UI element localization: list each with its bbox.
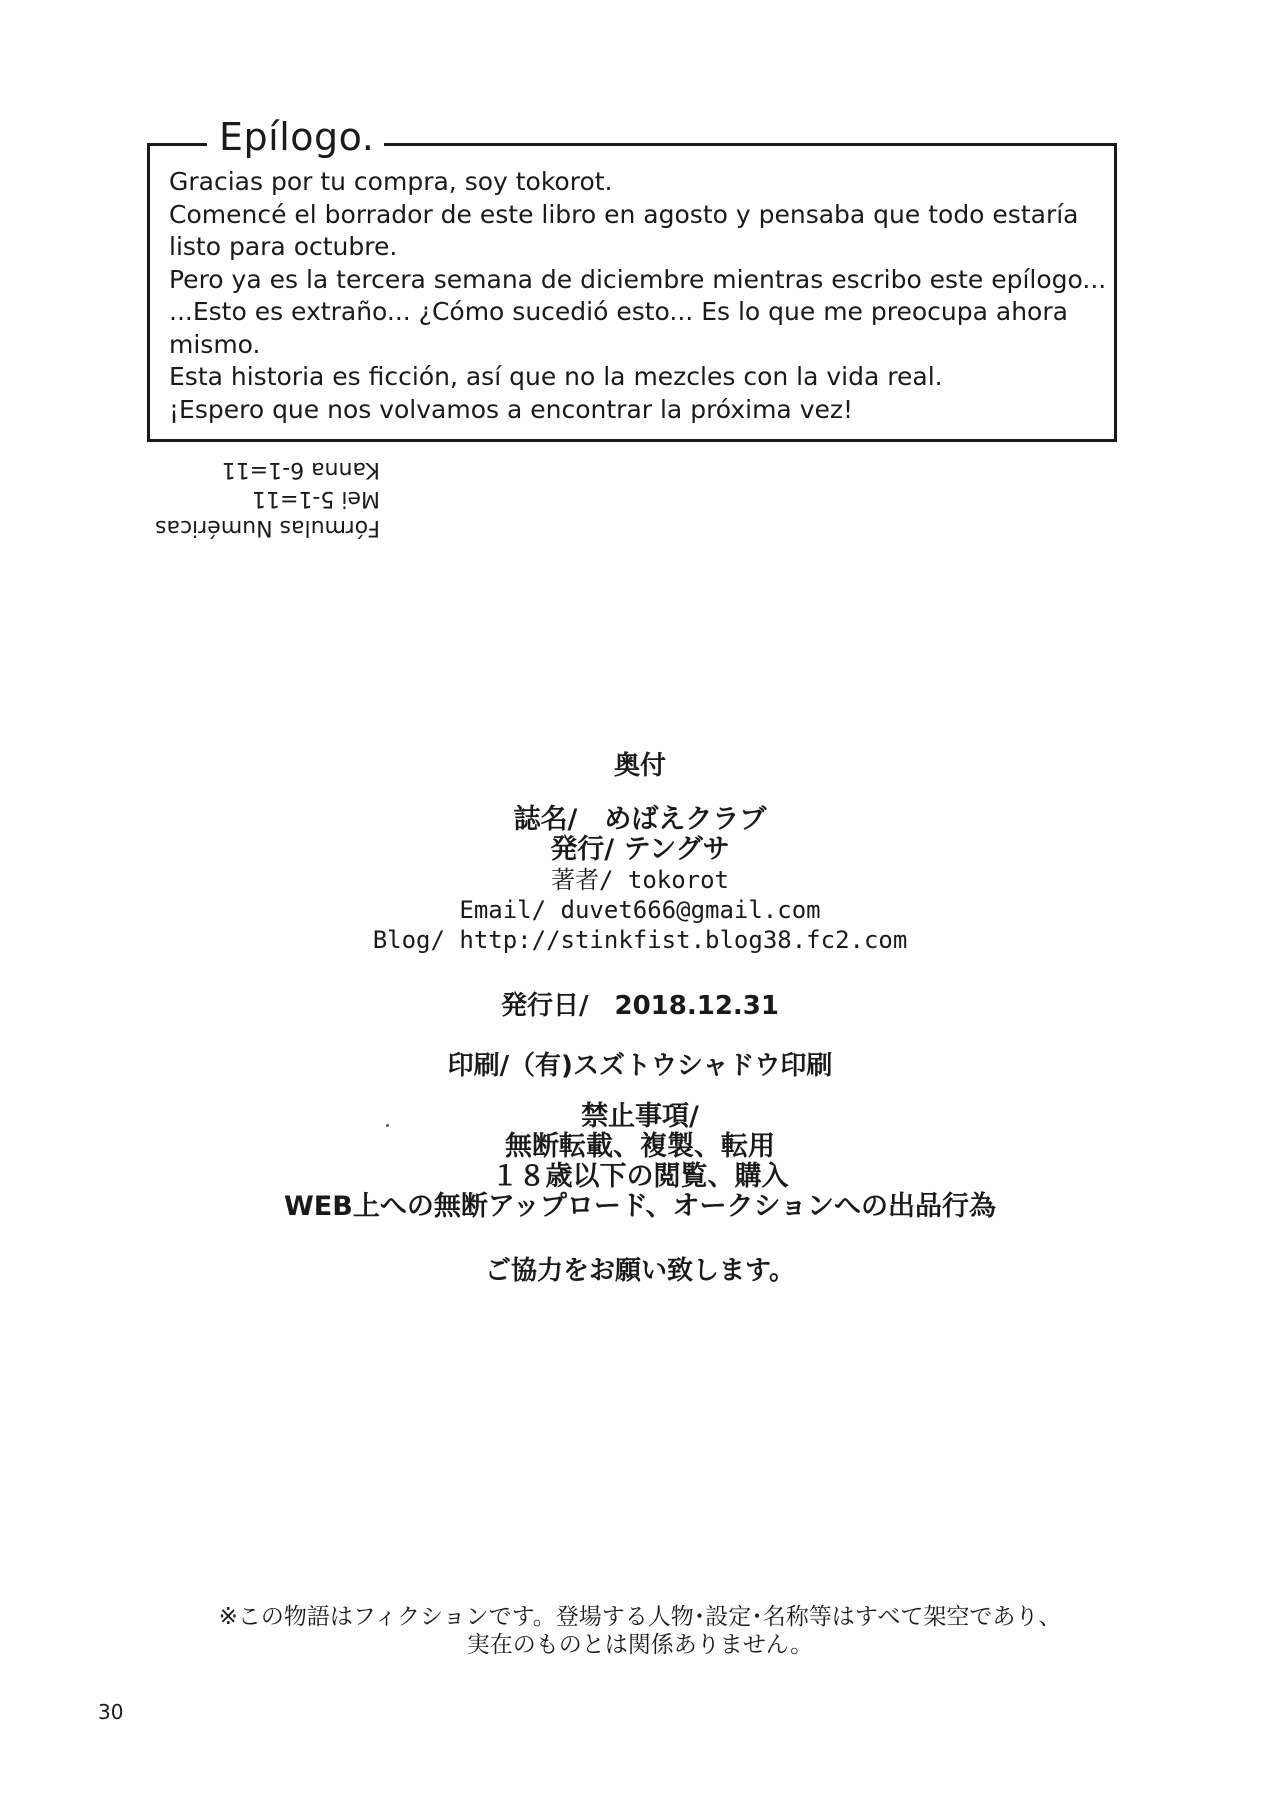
prohibited-item: １８歳以下の閲覧、購入 <box>491 1161 789 1192</box>
colophon-email-line: Email/ duvet666@gmail.com <box>459 896 821 924</box>
colophon-blog-line: Blog/ http://stinkfist.blog38.fc2.com <box>372 926 908 954</box>
epilogue-body <box>169 166 1107 426</box>
colophon-prohibited <box>0 1102 1280 1222</box>
formulas-heading: Fórmulas Numéricas <box>155 515 380 540</box>
epilogue-line: Pero ya es la tercera semana de diciembre mientras escribo este epílogo... <box>169 264 1107 294</box>
colophon-title-line: 誌名/ めばえクラブ <box>513 804 767 835</box>
prohibited-heading: 禁止事項/ <box>581 1101 699 1132</box>
epilogue-title: Epílogo. <box>219 115 375 159</box>
epilogue-line: ...Esto es extraño... ¿Cómo sucedió esto... Es lo que me preocupa ahora <box>169 297 1068 326</box>
prohibited-item: 無断転載、複製、転用 <box>505 1131 775 1162</box>
formula-kanna: Kanna 6-1=11 <box>221 457 380 482</box>
disclaimer-line: ※この物語はフィクションです。登場する人物･設定･名称等はすべて架空であり、 <box>218 1604 1062 1630</box>
page-number: 30 <box>98 1700 124 1724</box>
colophon-publisher-line: 発行/ テングサ <box>550 834 730 865</box>
colophon-printer-line: 印刷/（有)スズトウシャドウ印刷 <box>447 1051 833 1081</box>
prohibited-item: WEB上への無断アップロード、オークションへの出品行為 <box>284 1191 996 1222</box>
colophon-thanks: ご協力をお願い致します。 <box>485 1256 795 1286</box>
epilogue-line: Comencé el borrador de este libro en agosto y pensaba que todo estaría <box>169 199 1079 229</box>
colophon-info <box>0 805 1280 955</box>
upside-down-formulas <box>150 450 380 542</box>
epilogue-title-wrap <box>207 112 384 162</box>
formula-mei: Mei 5-1=11 <box>252 486 380 511</box>
epilogue-line: Esta historia es ficción, así que no la mezcles con la vida real. <box>169 362 943 391</box>
fiction-disclaimer <box>0 1603 1280 1659</box>
disclaimer-line: 実在のものとは関係ありません。 <box>466 1632 814 1658</box>
colophon-heading: 奥付 <box>613 751 666 781</box>
epilogue-line: mismo. <box>169 329 261 359</box>
scan-speck <box>386 1124 389 1127</box>
epilogue-line: Gracias por tu compra, soy tokorot. <box>169 167 613 196</box>
colophon-date-line: 発行日/ 2018.12.31 <box>501 991 779 1021</box>
colophon-author-line: 著者/ tokorot <box>550 866 730 894</box>
epilogue-line: listo para octubre. <box>169 232 398 261</box>
epilogue-line: ¡Espero que nos volvamos a encontrar la próxima vez! <box>169 394 854 424</box>
